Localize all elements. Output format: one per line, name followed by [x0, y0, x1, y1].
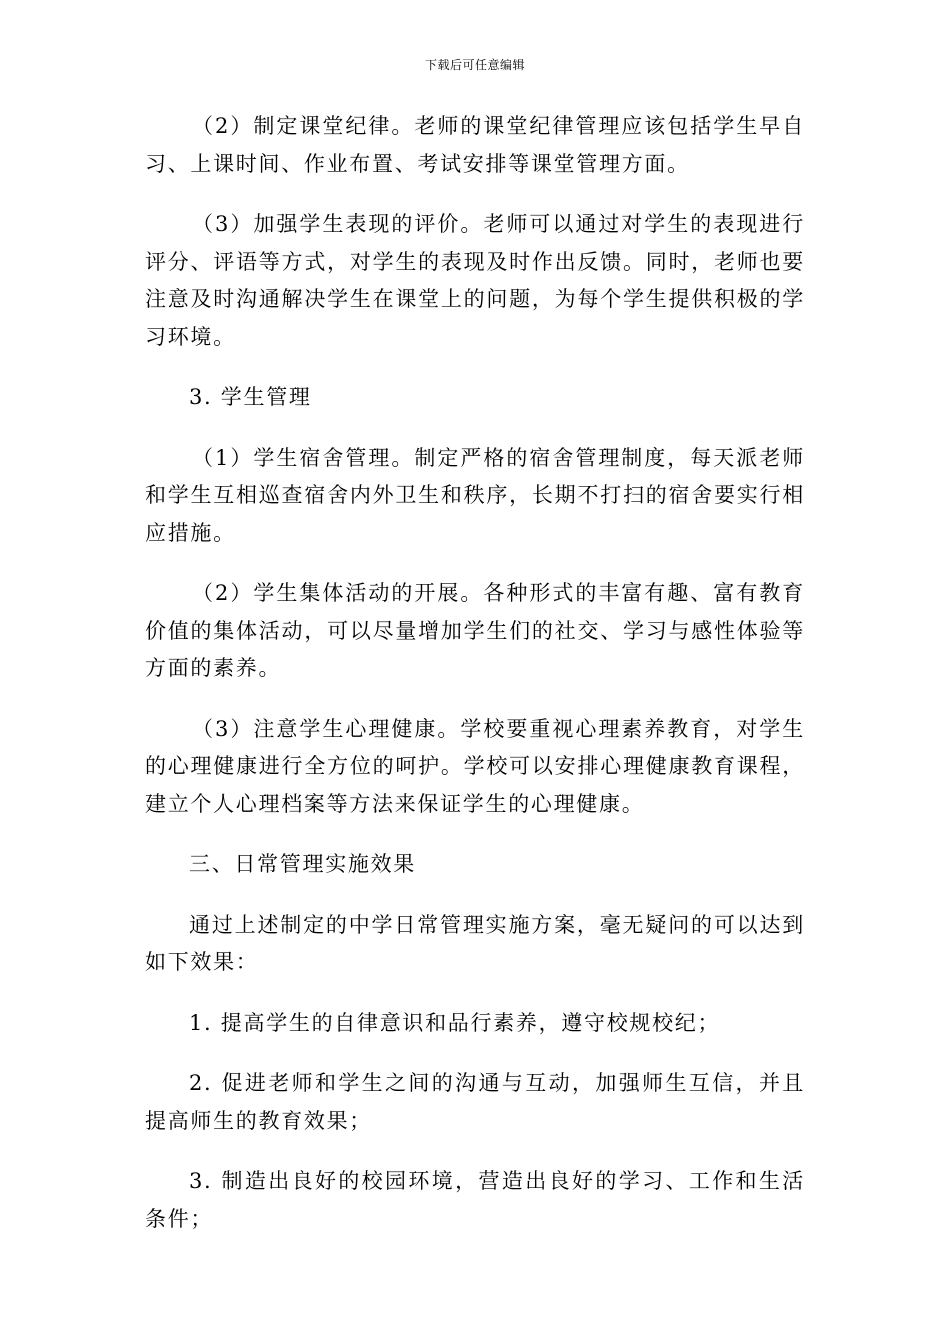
section-heading-effects: 三、日常管理实施效果: [189, 852, 416, 876]
page-header: 下载后可任意编辑: [424, 58, 525, 72]
list-item-effect-2: 2. 促进老师和学生之间的沟通与互动，加强师生互信，并且提高师生的教育效果；: [145, 1071, 805, 1133]
document-body: [145, 108, 805, 1261]
list-item-effect-1: 1. 提高学生的自律意识和品行素养，遵守校规校纪；: [189, 1010, 721, 1035]
paragraph-student-evaluation: （3）加强学生表现的评价。老师可以通过对学生的表现进行评分、评语等方式，对学生的表现及时作出反馈。同时，老师也要注意及时沟通解决学生在课堂上的问题，为每个学生提供积极的学习环境。: [145, 212, 805, 349]
paragraph-dormitory-management: （1）学生宿舍管理。制定严格的宿舍管理制度，每天派老师和学生互相巡查宿舍内外卫生和秩序，长期不打扫的宿舍要实行相应措施。: [145, 445, 805, 545]
paragraph-effects-intro: 通过上述制定的中学日常管理实施方案，毫无疑问的可以达到如下效果：: [145, 912, 805, 974]
section-heading-student-management: 3. 学生管理: [189, 385, 312, 409]
paragraph-mental-health: （3）注意学生心理健康。学校要重视心理素养教育，对学生的心理健康进行全方位的呵护。学校可以安排心理健康教育课程，建立个人心理档案等方法来保证学生的心理健康。: [145, 716, 805, 816]
list-item-effect-3: 3. 制造出良好的校园环境，营造出良好的学习、工作和生活条件；: [145, 1169, 805, 1231]
paragraph-classroom-discipline: （2）制定课堂纪律。老师的课堂纪律管理应该包括学生早自习、上课时间、作业布置、考试安排等课堂管理方面。: [145, 114, 805, 176]
paragraph-group-activities: （2）学生集体活动的开展。各种形式的丰富有趣、富有教育价值的集体活动，可以尽量增加学生们的社交、学习与感性体验等方面的素养。: [145, 581, 805, 680]
